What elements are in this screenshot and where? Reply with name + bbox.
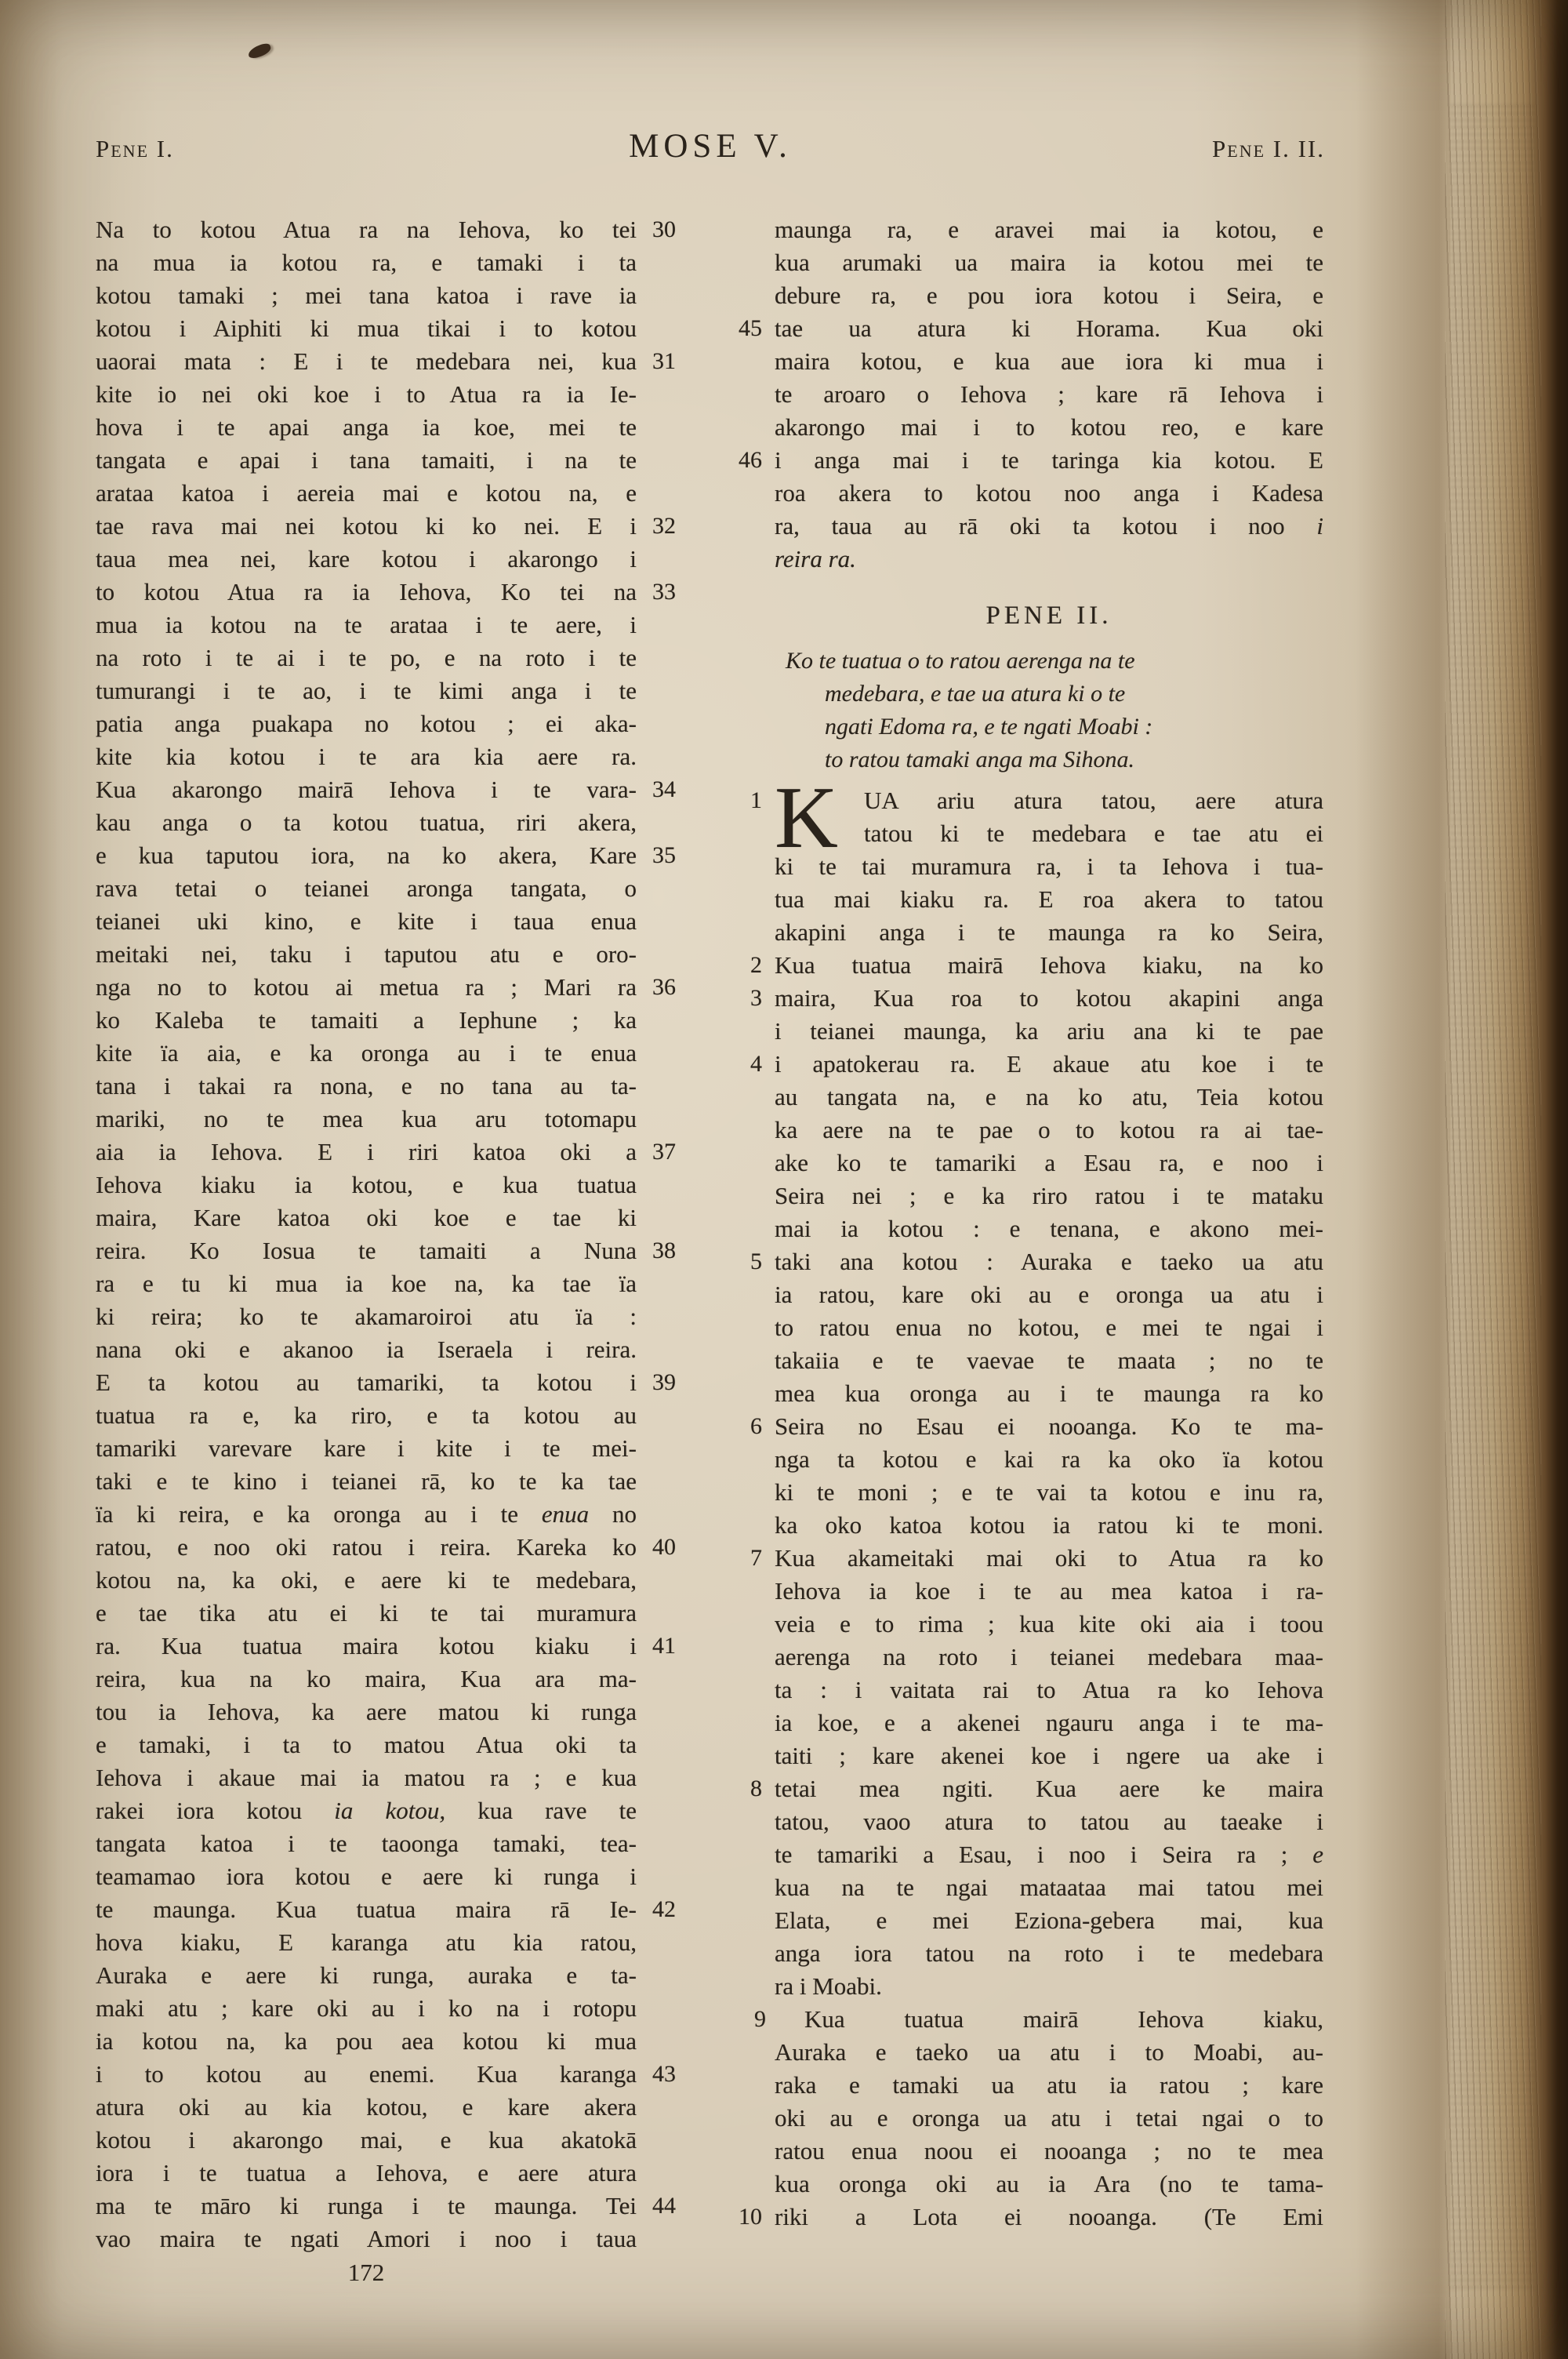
- verse-number: 31: [652, 348, 676, 374]
- text-line: [775, 510, 1323, 543]
- line-text: aerenga na roto i teianei medebara maa-: [775, 1643, 1323, 1670]
- text-line: [750, 982, 1323, 1015]
- line-text: akarongo mai i to kotou reo, e kare: [775, 413, 1323, 441]
- line-text: tua mai kiaku ra. E roa akera to tatou: [775, 885, 1323, 913]
- verse-number: 5: [750, 1249, 762, 1274]
- text-line: [96, 1860, 637, 1893]
- line-text: ra. Kua tuatua maira kotou kiaku i: [96, 1632, 637, 1659]
- line-text: e kua taputou iora, na ko akera, Kare: [96, 841, 637, 869]
- text-line: [96, 1103, 637, 1136]
- line-text: Na to kotou Atua ra na Iehova, ko tei: [96, 216, 637, 243]
- line-text: ko Kaleba te tamaiti a Iephune ; ka: [96, 1006, 637, 1034]
- text-line: [775, 2069, 1323, 2102]
- text-line: [775, 1377, 1323, 1410]
- text-line: [96, 1432, 637, 1465]
- line-text: reira ra.: [775, 545, 856, 572]
- text-line: [96, 1201, 637, 1234]
- text-line: [96, 312, 637, 345]
- ghost-print-showthrough: [1450, 102, 1534, 2288]
- text-line: [96, 1630, 676, 1663]
- line-text: Auraka e aere ki runga, auraka e ta-: [96, 1961, 637, 1989]
- line-text: ki te moni ; e te vai ta kotou e inu ra,: [775, 1478, 1323, 1506]
- line-text: tangata katoa i te taoonga tamaki, tea-: [96, 1830, 637, 1857]
- line-text: kite kia kotou i te ara kia aere ra.: [96, 743, 637, 770]
- text-line: [775, 279, 1323, 312]
- line-text: tumurangi i te ao, i te kimi anga i te: [96, 677, 637, 704]
- line-text: tuatua ra e, ka riro, e ta kotou au: [96, 1401, 637, 1429]
- line-text: ki reira; ko te akamaroiroi atu ïa :: [96, 1303, 637, 1330]
- verse-number: 6: [750, 1413, 762, 1439]
- text-line: [775, 1937, 1323, 1970]
- text-line: [775, 2135, 1323, 2168]
- verse-number: 40: [652, 1534, 676, 1560]
- line-text: tae rava mai nei kotou ki ko nei. E i: [96, 512, 637, 540]
- text-line: [775, 411, 1323, 444]
- text-line: [775, 1805, 1323, 1838]
- text-line: [775, 345, 1323, 378]
- text-line: [775, 1114, 1323, 1147]
- text-line: [775, 2168, 1323, 2201]
- line-text: mua ia kotou na te arataa i te aere, i: [96, 611, 637, 638]
- text-line: [775, 883, 1323, 916]
- text-line: [96, 1136, 676, 1169]
- text-line: [96, 1827, 637, 1860]
- line-text: ta : i vaitata rai to Atua ra ko Iehova: [775, 1676, 1323, 1703]
- line-text: teamamao iora kotou e aere ki runga i: [96, 1863, 637, 1890]
- text-line: [750, 1772, 1323, 1805]
- text-line: [775, 1707, 1323, 1739]
- text-line: [739, 444, 1323, 477]
- line-text: Iehova i akaue mai ia matou ra ; e kua: [96, 1764, 637, 1791]
- line-text: tamariki varevare kare i kite i te mei-: [96, 1434, 637, 1462]
- running-head-right: Pene I. II.: [1212, 135, 1325, 162]
- line-text: uaorai mata : E i te medebara nei, kua: [96, 347, 637, 375]
- line-text: raka e tamaki ua atu ia ratou ; kare: [775, 2071, 1323, 2099]
- right-text-column: [739, 213, 1323, 2234]
- verse-number: 3: [750, 985, 762, 1011]
- text-line: [96, 1992, 637, 2025]
- summary-line: ngati Edoma ra, e te ngati Moabi :: [825, 714, 1153, 740]
- running-head: [96, 127, 1325, 165]
- line-text: ra e tu ki mua ia koe na, ka tae ïa: [96, 1270, 637, 1297]
- line-text: ia koe, e a akenei ngauru anga i te ma-: [775, 1709, 1323, 1736]
- verse-number: 37: [652, 1139, 676, 1165]
- text-line: [96, 444, 637, 477]
- line-text: to kotou Atua ra ia Iehova, Ko tei na: [96, 578, 637, 605]
- summary-line: Ko te tuatua o to ratou aerenga na te: [786, 648, 1135, 674]
- line-text: i to kotou au enemi. Kua karanga: [96, 2060, 637, 2088]
- text-line: [750, 1542, 1323, 1575]
- text-line: [775, 1081, 1323, 1114]
- text-line: [775, 2102, 1323, 2135]
- text-line: [775, 2036, 1323, 2069]
- line-text: ra i Moabi.: [775, 1972, 882, 2000]
- verse-number: 43: [652, 2061, 676, 2087]
- line-text: rakei iora kotou ia kotou, kua rave te: [96, 1797, 637, 1824]
- line-text: Seira nei ; e ka riro ratou i te mataku: [775, 1182, 1323, 1209]
- line-text: reira, kua na ko maira, Kua ara ma-: [96, 1665, 637, 1692]
- line-text: akapini anga i te maunga ra ko Seira,: [775, 918, 1323, 946]
- verse-number: 34: [652, 776, 676, 802]
- text-line: [96, 773, 676, 806]
- line-text: Auraka e taeko ua atu i to Moabi, au-: [775, 2038, 1323, 2066]
- verse-number: 46: [739, 447, 762, 473]
- line-text: te aroaro o Iehova ; kare rā Iehova i: [775, 380, 1323, 408]
- line-text: tana i takai ra nona, e no tana au ta-: [96, 1072, 637, 1100]
- text-line: [96, 1498, 637, 1531]
- text-line: [96, 1004, 637, 1037]
- line-text: Iehova ia koe i te au mea katoa i ra-: [775, 1577, 1323, 1605]
- chapter-summary: [775, 645, 1323, 776]
- line-text: ma te māro ki runga i te maunga. Tei: [96, 2192, 637, 2219]
- line-text: anga iora tatou na roto i te medebara: [775, 1939, 1323, 1967]
- text-line: [739, 2201, 1323, 2234]
- line-text: maira kotou, e kua aue iora ki mua i: [775, 347, 1323, 375]
- verse-number: 4: [750, 1051, 762, 1077]
- line-text: oki au e oronga ua atu i tetai ngai o to: [775, 2104, 1323, 2132]
- verse-number: 10: [739, 2204, 762, 2230]
- line-text: mea kua oronga au i te maunga ra ko: [775, 1379, 1323, 1407]
- text-line: [96, 213, 676, 246]
- text-line: [96, 1267, 637, 1300]
- text-line: [775, 378, 1323, 411]
- verse-number: 44: [652, 2193, 676, 2219]
- text-line: [96, 740, 637, 773]
- text-line: [96, 2190, 676, 2223]
- line-text: teianei uki kino, e kite i taua enua: [96, 907, 637, 935]
- text-line: [775, 1739, 1323, 1772]
- line-text: maira, Kua roa to kotou akapini anga: [775, 984, 1323, 1012]
- verse-number: 33: [652, 579, 676, 605]
- verse-number: 9: [754, 2006, 766, 2032]
- line-text: maki atu ; kare oki au i ko na i rotopu: [96, 1994, 637, 2022]
- text-line: [96, 609, 637, 642]
- summary-line: to ratou tamaki anga ma Sihona.: [825, 747, 1134, 772]
- line-text: hova kiaku, E karanga atu kia ratou,: [96, 1928, 637, 1956]
- text-line: [96, 1234, 676, 1267]
- text-line: [96, 905, 637, 938]
- text-line: [775, 1311, 1323, 1344]
- line-text: mariki, no te mea kua aru totomapu: [96, 1105, 637, 1132]
- verse-number: 45: [739, 315, 762, 341]
- left-text-column: [96, 213, 676, 2255]
- line-text: ia kotou na, ka pou aea kotou ki mua: [96, 2027, 637, 2055]
- text-line: [96, 2091, 637, 2124]
- drop-cap: K: [775, 769, 838, 867]
- text-line: [96, 1465, 637, 1498]
- line-text: meitaki nei, taku i taputou atu e oro-: [96, 940, 637, 968]
- line-text: atura oki au kia kotou, e kare akera: [96, 2093, 637, 2121]
- line-text: nga no to kotou ai metua ra ; Mari ra: [96, 973, 637, 1001]
- text-line: [775, 1904, 1323, 1937]
- text-line: [775, 1344, 1323, 1377]
- text-line: [775, 213, 1323, 246]
- line-text: ake ko te tamariki a Esau ra, e noo i: [775, 1149, 1323, 1176]
- text-line: [96, 1794, 637, 1827]
- line-text: kua oronga oki au ia Ara (no te tama-: [775, 2170, 1323, 2197]
- line-text: riki a Lota ei nooanga. (Te Emi: [775, 2203, 1323, 2230]
- text-line: [96, 1300, 637, 1333]
- line-text: kite ïa aia, e ka oronga au i te enua: [96, 1039, 637, 1067]
- text-line: [96, 1893, 676, 1926]
- text-line: [96, 642, 637, 674]
- verse-number: 35: [652, 842, 676, 868]
- text-line: [775, 1212, 1323, 1245]
- text-line: [775, 246, 1323, 279]
- text-line: [96, 872, 637, 905]
- page-number: 172: [347, 2259, 385, 2286]
- text-line: [96, 1728, 637, 1761]
- text-line: [775, 1015, 1323, 1048]
- line-text: tetai mea ngiti. Kua aere ke maira: [775, 1775, 1323, 1802]
- line-text: Kua tuatua mairā Iehova kiaku, na ko: [775, 951, 1323, 979]
- verse-number: 30: [652, 216, 676, 242]
- text-line: [750, 1048, 1323, 1081]
- text-line: [96, 279, 637, 312]
- line-text: tatou ki te medebara e tae atu ei: [864, 820, 1323, 847]
- verse-number: 32: [652, 513, 676, 539]
- text-line: [96, 806, 637, 839]
- text-line: [96, 2025, 637, 2058]
- text-line: [775, 1970, 1323, 2003]
- verse-number: 38: [652, 1238, 676, 1263]
- text-line: [96, 971, 676, 1004]
- page-title: MOSE V.: [629, 128, 792, 165]
- text-line: [96, 1531, 676, 1564]
- verse-number: 42: [652, 1896, 676, 1922]
- line-text: nana oki e akanoo ia Iseraela i reira.: [96, 1336, 637, 1363]
- verse-number: 1: [750, 787, 762, 813]
- text-line: [96, 674, 637, 707]
- text-line: [775, 1838, 1323, 1871]
- text-line: [775, 1641, 1323, 1674]
- chapter2-verses: [739, 769, 1323, 2234]
- text-line: [96, 246, 637, 279]
- chapter-heading: PENE II.: [985, 602, 1112, 630]
- chapter1-closing-verses: [739, 213, 1323, 576]
- line-text: maira, Kare katoa oki koe e tae ki: [96, 1204, 637, 1231]
- text-line: [96, 707, 637, 740]
- line-text: na roto i te ai i te po, e na roto i te: [96, 644, 637, 671]
- text-line: [96, 576, 676, 609]
- text-line: [96, 510, 676, 543]
- line-text: na mua ia kotou ra, e tamaki i ta: [96, 249, 637, 276]
- text-line: [775, 850, 1323, 883]
- text-line: [775, 1871, 1323, 1904]
- text-line: [775, 1509, 1323, 1542]
- text-line: [775, 916, 1323, 949]
- line-text: patia anga puakapa no kotou ; ei aka-: [96, 710, 637, 737]
- line-text: tatou, vaoo atura to tatou au taeake i: [775, 1808, 1323, 1835]
- book-fore-edge: [1439, 0, 1568, 2359]
- line-text: iora i te tuatua a Iehova, e aere atura: [96, 2159, 637, 2186]
- text-line: [96, 345, 676, 378]
- verse-number: 8: [750, 1776, 762, 1801]
- line-text: taua mea nei, kare kotou i akarongo i: [96, 545, 637, 572]
- line-text: i apatokerau ra. E akaue atu koe i te: [775, 1050, 1323, 1078]
- line-text: aia ia Iehova. E i riri katoa oki a: [96, 1138, 637, 1165]
- verse-number: 2: [750, 952, 762, 978]
- text-line: [775, 1608, 1323, 1641]
- line-text: e tamaki, i ta to matou Atua oki ta: [96, 1731, 637, 1758]
- running-head-left: Pene I.: [96, 135, 174, 162]
- line-text: kotou i akarongo mai, e kua akatokā: [96, 2126, 637, 2154]
- line-text: takaiia e te vaevae te maata ; no te: [775, 1347, 1323, 1374]
- text-line: [96, 1663, 637, 1696]
- line-text: Kua akarongo mairā Iehova i te vara-: [96, 776, 637, 803]
- text-line: [750, 949, 1323, 982]
- text-line: [96, 2124, 637, 2157]
- text-line: [96, 2157, 637, 2190]
- line-text: arataa katoa i aereia mai e kotou na, e: [96, 479, 637, 507]
- text-line: [750, 1245, 1323, 1278]
- line-text: ia ratou, kare oki au e oronga ua atu i: [775, 1281, 1323, 1308]
- text-line: [96, 1597, 637, 1630]
- text-line: [775, 1147, 1323, 1180]
- line-text: ki te tai muramura ra, i ta Iehova i tua-: [775, 852, 1323, 880]
- line-text: Elata, e mei Eziona-gebera mai, kua: [775, 1906, 1323, 1934]
- line-text: ratou enua noou ei nooanga ; no te mea: [775, 2137, 1323, 2165]
- text-line: [96, 2058, 676, 2091]
- text-line: [775, 817, 1323, 850]
- text-line: [750, 1410, 1323, 1443]
- line-text: kotou na, ka oki, e aere ki te medebara,: [96, 1566, 637, 1594]
- line-text: kau anga o ta kotou tuatua, riri akera,: [96, 809, 637, 836]
- line-text: te maunga. Kua tuatua maira rā Ie-: [96, 1896, 637, 1923]
- line-text: ra, taua au rā oki ta kotou i noo i: [775, 512, 1323, 540]
- line-text: Kua akameitaki mai oki to Atua ra ko: [775, 1544, 1323, 1572]
- text-line: [775, 1575, 1323, 1608]
- line-text: i teianei maunga, ka ariu ana ki te pae: [775, 1017, 1323, 1045]
- text-line: [96, 1399, 637, 1432]
- line-text: Seira no Esau ei nooanga. Ko te ma-: [775, 1412, 1323, 1440]
- text-line: [96, 938, 637, 971]
- line-text: veia e to rima ; kua kite oki aia i toou: [775, 1610, 1323, 1637]
- text-line: [754, 2003, 1323, 2036]
- line-text: to ratou enua no kotou, e mei te ngai i: [775, 1314, 1323, 1341]
- text-line: [775, 1476, 1323, 1509]
- text-line: [96, 1564, 637, 1597]
- line-text: Iehova kiaku ia kotou, e kua tuatua: [96, 1171, 637, 1198]
- line-text: Kua tuatua mairā Iehova kiaku,: [804, 2005, 1323, 2033]
- verse-number: 41: [652, 1633, 676, 1659]
- line-text: maunga ra, e aravei mai ia kotou, e: [775, 216, 1323, 243]
- text-line: [96, 2223, 637, 2255]
- line-text: E ta kotou au tamariki, ta kotou i: [96, 1369, 637, 1396]
- verse-number: 36: [652, 974, 676, 1000]
- line-text: kotou tamaki ; mei tana katoa i rave ia: [96, 282, 637, 309]
- line-text: kotou i Aiphiti ki mua tikai i to kotou: [96, 314, 637, 342]
- text-line: [775, 1180, 1323, 1212]
- line-text: vao maira te ngati Amori i noo i taua: [96, 2225, 637, 2252]
- text-line: [96, 1037, 637, 1070]
- line-text: i anga mai i te taringa kia kotou. E: [775, 446, 1323, 474]
- line-text: tou ia Iehova, ka aere matou ki runga: [96, 1698, 637, 1725]
- line-text: e tae tika atu ei ki te tai muramura: [96, 1599, 637, 1627]
- line-text: kua na te ngai mataataa mai tatou mei: [775, 1874, 1323, 1901]
- verse-number: 39: [652, 1369, 676, 1395]
- line-text: roa akera to kotou noo anga i Kadesa: [775, 479, 1323, 507]
- line-text: taki ana kotou : Auraka e taeko ua atu: [775, 1248, 1323, 1275]
- line-text: taki e te kino i teianei rā, ko te ka tae: [96, 1467, 637, 1495]
- verse-number: 7: [750, 1545, 762, 1571]
- line-text: kua arumaki ua maira ia kotou mei te: [775, 249, 1323, 276]
- line-text: reira. Ko Iosua te tamaiti a Nuna: [96, 1237, 637, 1264]
- summary-line: medebara, e tae ua atura ki o te: [825, 681, 1126, 707]
- line-text: taiti ; kare akenei koe i ngere ua ake i: [775, 1742, 1323, 1769]
- text-line: [96, 1959, 637, 1992]
- text-line: [96, 378, 637, 411]
- line-text: hova i te apai anga ia koe, mei te: [96, 413, 637, 441]
- text-line: [96, 1696, 637, 1728]
- text-line: [96, 1926, 637, 1959]
- line-text: mai ia kotou : e tenana, e akono mei-: [775, 1215, 1323, 1242]
- line-text: tangata e apai i tana tamaiti, i na te: [96, 446, 637, 474]
- line-text: UA ariu atura tatou, aere atura: [864, 787, 1323, 814]
- text-line: [739, 312, 1323, 345]
- text-line: [775, 1443, 1323, 1476]
- line-text: rava tetai o teianei aronga tangata, o: [96, 874, 637, 902]
- text-line: [775, 1278, 1323, 1311]
- text-line: [96, 1169, 637, 1201]
- line-text: ka aere na te pae o to kotou ra ai tae-: [775, 1116, 1323, 1143]
- text-line: [96, 1333, 637, 1366]
- line-text: nga ta kotou e kai ra ka oko ïa kotou: [775, 1445, 1323, 1473]
- text-line: [775, 543, 1323, 576]
- line-text: ka oko katoa kotou ia ratou ki te moni.: [775, 1511, 1323, 1539]
- text-line: [775, 1674, 1323, 1707]
- text-line: [96, 1366, 676, 1399]
- text-line: [96, 477, 637, 510]
- text-line: [775, 477, 1323, 510]
- line-text: ratou, e noo oki ratou i reira. Kareka ko: [96, 1533, 637, 1561]
- text-line: [96, 1761, 637, 1794]
- text-line: [96, 839, 676, 872]
- line-text: te tamariki a Esau, i noo i Seira ra ; e: [775, 1841, 1323, 1868]
- line-text: debure ra, e pou iora kotou i Seira, e: [775, 282, 1323, 309]
- line-text: ïa ki reira, e ka oronga au i te enua no: [96, 1500, 637, 1528]
- page-curl-shadow: [1356, 0, 1450, 2359]
- line-text: tae ua atura ki Horama. Kua oki: [775, 314, 1323, 342]
- ink-blemish: [247, 42, 273, 60]
- line-text: kite io nei oki koe i to Atua ra ia Ie-: [96, 380, 637, 408]
- text-line: [96, 543, 637, 576]
- line-text: au tangata na, e na ko atu, Teia kotou: [775, 1083, 1323, 1110]
- text-line: [96, 1070, 637, 1103]
- text-line: [96, 411, 637, 444]
